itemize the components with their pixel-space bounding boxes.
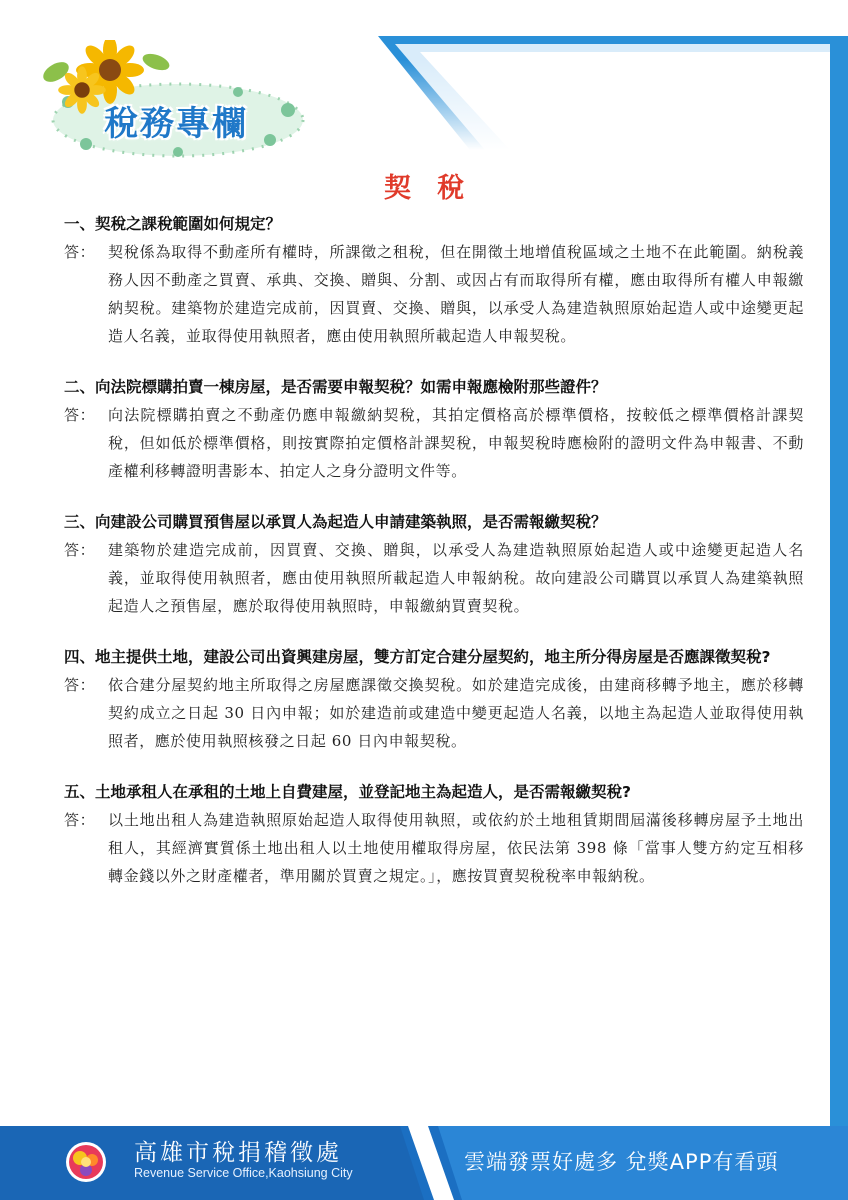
answer-text: 契稅係為取得不動產所有權時，所課徵之租稅，但在開徵土地增值稅區域之土地不在此範圍。納稅義務人因不動產之買賣、承典、交換、贈與、分割、或因占有而取得所有權，應由取得所有權人申報繳納契稅。建築物於建造完成前，因買賣、交換、贈與，以承受人為建造執照原始起造人或中途變更起造人名義，並取得使用執照者，應由使用執照所載起造人申報契稅。 [108, 243, 804, 345]
answer-text: 依合建分屋契約地主所取得之房屋應課徵交換契稅。如於建造完成後，由建商移轉予地主，應於移轉契約成立之日起 30 日內申報；如於建造前或建造中變更起造人名義，以地主為起造人並取得使用執照者，應於使用執照核發之日起 60 日內申報契稅。 [108, 676, 804, 750]
qa-item [64, 510, 804, 620]
answer [64, 806, 804, 890]
article-title: 契稅 [384, 173, 490, 204]
answer [64, 238, 804, 350]
answer-text: 以土地出租人為建造執照原始起造人取得使用執照，或依約於土地租賃期間屆滿後移轉房屋予土地出租人，其經濟實質係土地出租人以土地使用權取得房屋，依民法第 398 條「當事人雙方約定互相移轉金錢以外之財產權者，準用關於買賣之規定。」，應按買賣契稅稅率申報納稅。 [108, 811, 804, 885]
answer [64, 671, 804, 755]
question: 一、契稅之課稅範圍如何規定？ [64, 215, 282, 233]
qa-item [64, 212, 804, 350]
answer-label: 答： [64, 406, 96, 424]
answer [64, 401, 804, 485]
answer-label: 答： [64, 676, 96, 694]
mascot-logo-icon [64, 1140, 108, 1184]
qa-item [64, 375, 804, 485]
qa-list [64, 212, 804, 915]
org-name-english: Revenue Service Office,Kaohsiung City [134, 1166, 353, 1180]
column-title: 稅務專欄 [104, 104, 248, 144]
answer-text: 建築物於建造完成前，因買賣、交換、贈與，以承受人為建造執照原始起造人或中途變更起造人名義，並取得使用執照者，應由使用執照所載起造人申報納稅。故向建設公司購買以承買人為建築執照起造人之預售屋，應於取得使用執照時，申報繳納買賣契稅。 [108, 541, 804, 615]
answer [64, 536, 804, 620]
answer-label: 答： [64, 243, 96, 261]
footer-slogan: 雲端發票好處多 兌獎APP有看頭 [464, 1150, 779, 1174]
question: 四、地主提供土地，建設公司出資興建房屋，雙方訂定合建分屋契約，地主所分得房屋是否應課徵契稅? [64, 648, 771, 666]
question: 二、向法院標購拍賣一棟房屋，是否需要申報契稅？如需申報應檢附那些證件？ [64, 378, 607, 396]
org-name: 高雄市稅捐稽徵處 [134, 1140, 342, 1166]
qa-item [64, 780, 804, 890]
question: 五、土地承租人在承租的土地上自費建屋，並登記地主為起造人，是否需報繳契稅? [64, 783, 631, 801]
qa-item [64, 645, 804, 755]
answer-text: 向法院標購拍賣之不動產仍應申報繳納契稅，其拍定價格高於標準價格，按較低之標準價格計課契稅，但如低於標準價格，則按實際拍定價格計課契稅，申報契稅時應檢附的證明文件為申報書、不動產權利移轉證明書影本、拍定人之身分證明文件等。 [108, 406, 804, 480]
question: 三、向建設公司購買預售屋以承買人為起造人申請建築執照，是否需報繳契稅？ [64, 513, 607, 531]
answer-label: 答： [64, 811, 96, 829]
answer-label: 答： [64, 541, 96, 559]
